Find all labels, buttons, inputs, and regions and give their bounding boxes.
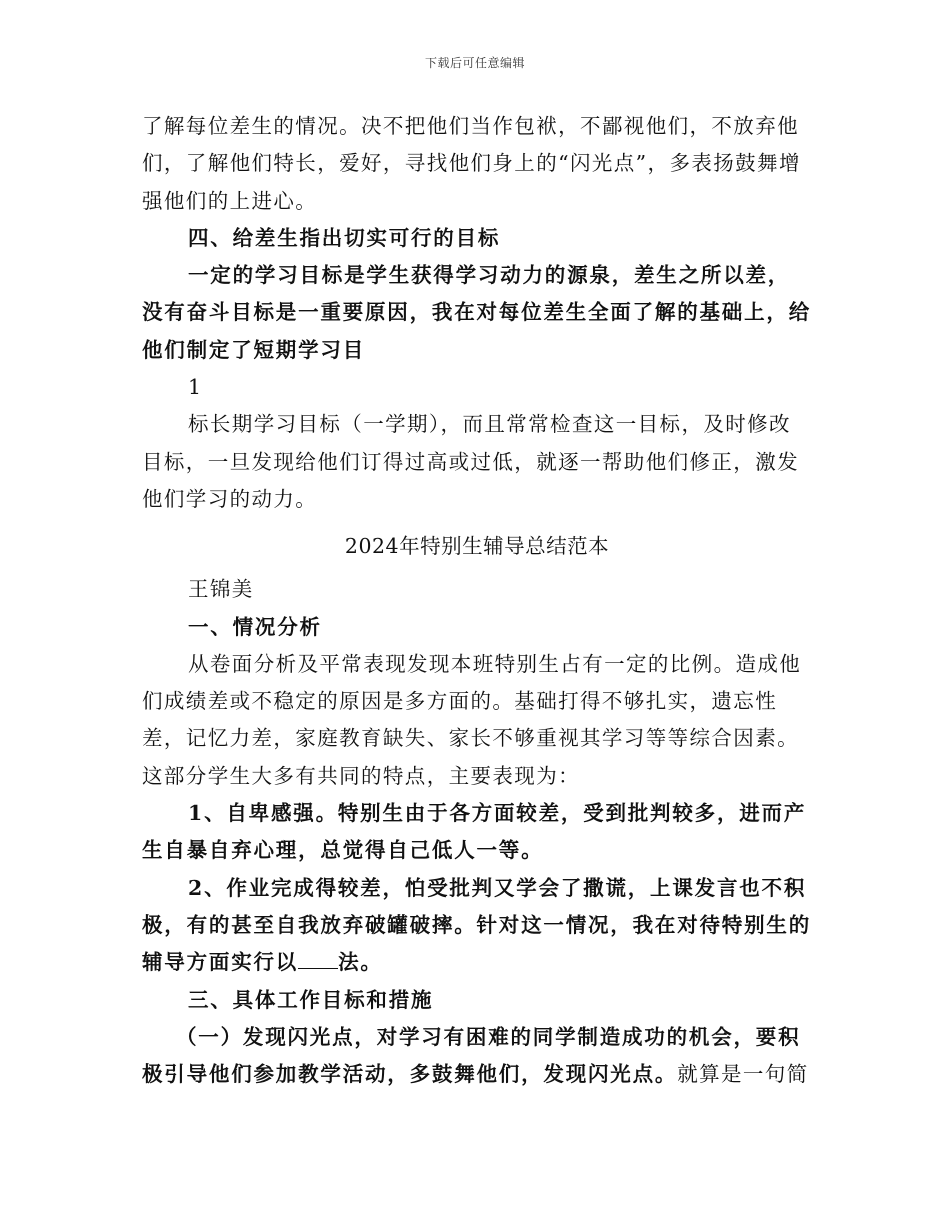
measure-1-normal: 就算是一句简	[677, 1062, 809, 1087]
paragraph-point-2	[142, 870, 812, 982]
measure-1-bold: （一）发现闪光点，对学习有困难的同学制造成功的机会，要积极引导他们参加教学活动，多鼓舞他们，发现闪光点。	[142, 1024, 801, 1087]
paragraph-point-1: 1、自卑感强。特别生由于各方面较差，受到批判较多，进而产生自暴自弃心理，总觉得自己低人一等。	[142, 801, 807, 863]
paragraph-intro: 了解每位差生的情况。决不把他们当作包袱，不鄙视他们，不放弃他们，了解他们特长，爱好，寻找他们身上的“闪光点”，多表扬鼓舞增强他们的上进心。	[142, 114, 801, 213]
point-2-end: 法。	[338, 950, 383, 975]
page-header: 下载后可任意编辑	[424, 56, 525, 70]
section-bottom	[142, 528, 812, 1093]
page-number: 1	[188, 375, 203, 400]
heading-three: 三、具体工作目标和措施	[188, 987, 434, 1012]
heading-four: 四、给差生指出切实可行的目标	[188, 225, 501, 250]
paragraph-analysis: 从卷面分析及平常表现发现本班特别生占有一定的比例。造成他们成绩差或不稳定的原因是多方面的。基础打得不够扎实，遗忘性差，记忆力差，家庭教育缺失、家长不够重视其学习等等综合因素。这部分学生大多有共同的特点，主要表现为：	[142, 651, 802, 788]
fill-blank	[298, 948, 338, 969]
heading-one: 一、情况分析	[188, 614, 322, 639]
paragraph-goals: 一定的学习目标是学生获得学习动力的源泉，差生之所以差，没有奋斗目标是一重要原因，我在对每位差生全面了解的基础上，给他们制定了短期学习目	[142, 263, 811, 362]
paragraph-measure-1	[142, 1019, 812, 1094]
document-title: 2024年特别生辅导总结范本	[344, 534, 610, 558]
author-name: 王锦美	[188, 577, 254, 602]
section-top	[142, 108, 812, 518]
paragraph-goals-continued: 标长期学习目标（一学期），而且常常检查这一目标，及时修改目标，一旦发现给他们订得过高或过低，就逐一帮助他们修正，激发他们学习的动力。	[142, 412, 799, 511]
point-2-text: 2、作业完成得较差，怕受批判又学会了撒谎，上课发言也不积极，有的甚至自我放弃破罐破摔。针对这一情况，我在对待特别生的辅导方面实行以	[142, 875, 811, 975]
